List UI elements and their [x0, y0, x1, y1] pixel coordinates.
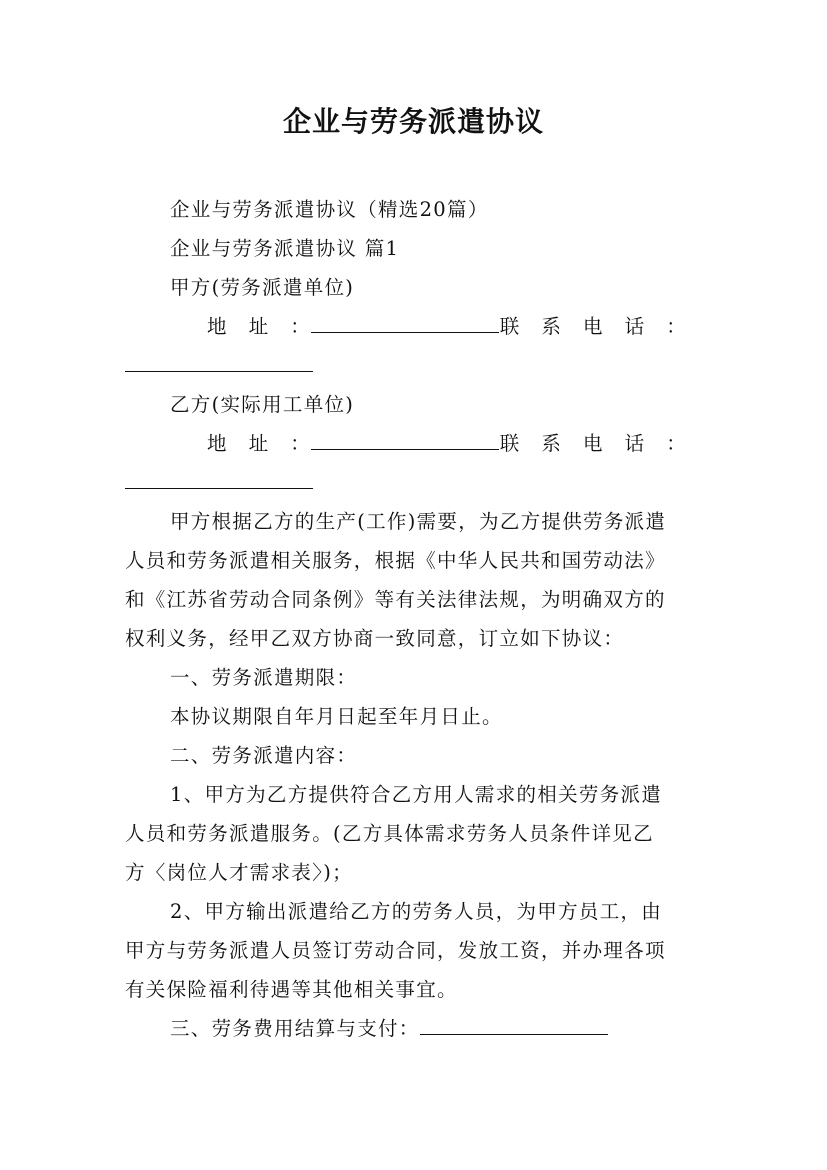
- document-title: 企业与劳务派遣协议: [282, 105, 544, 138]
- paragraph-line: 人员和劳务派遣相关服务，根据《中华人民共和国劳动法》: [125, 549, 666, 572]
- section-heading: 企业与劳务派遣协议 篇1: [170, 237, 400, 260]
- clause-text: 方〈岗位人才需求表〉)；: [125, 861, 353, 884]
- clause-text: 2、甲方输出派遣给乙方的劳务人员，为甲方员工，由: [170, 900, 663, 923]
- clause-heading: 一、劳务派遣期限：: [170, 666, 358, 689]
- paragraph-line: 权利义务，经甲乙双方协商一致同意，订立如下协议：: [125, 627, 625, 650]
- address-blank: [311, 431, 499, 450]
- subtitle-line: 企业与劳务派遣协议（精选20篇）: [170, 198, 489, 221]
- clause-heading: 三、劳务费用结算与支付：: [170, 1017, 420, 1040]
- phone-label: 联 系 电 话 ：: [499, 315, 687, 338]
- address-label: 地 址 ：: [207, 432, 312, 455]
- clause-heading-row: [170, 1015, 608, 1043]
- phone-blank-row: [125, 469, 313, 497]
- payment-blank: [420, 1016, 608, 1035]
- clause-text: 甲方与劳务派遣人员签订劳动合同，发放工资，并办理各项: [125, 939, 666, 962]
- clause-text: 1、甲方为乙方提供符合乙方用人需求的相关劳务派遣: [170, 783, 663, 806]
- address-blank: [311, 314, 499, 333]
- phone-blank: [125, 470, 313, 489]
- phone-blank: [125, 353, 313, 372]
- clause-text: 本协议期限自年月日起至年月日止。: [170, 705, 503, 728]
- phone-blank-row: [125, 352, 313, 380]
- paragraph-line: 和《江苏省劳动合同条例》等有关法律法规，为明确双方的: [125, 588, 666, 611]
- address-label: 地 址 ：: [207, 315, 312, 338]
- party-b-contact-row: [207, 430, 687, 458]
- party-a-contact-row: [207, 313, 687, 341]
- clause-heading: 二、劳务派遣内容：: [170, 744, 358, 767]
- clause-text: 有关保险福利待遇等其他相关事宜。: [125, 978, 458, 1001]
- party-b-label: 乙方(实际用工单位): [170, 393, 355, 416]
- party-a-label: 甲方(劳务派遣单位): [170, 276, 355, 299]
- phone-label: 联 系 电 话 ：: [499, 432, 687, 455]
- clause-text: 人员和劳务派遣服务。(乙方具体需求劳务人员条件详见乙: [125, 822, 654, 845]
- paragraph-line: 甲方根据乙方的生产(工作)需要，为乙方提供劳务派遣: [170, 510, 667, 533]
